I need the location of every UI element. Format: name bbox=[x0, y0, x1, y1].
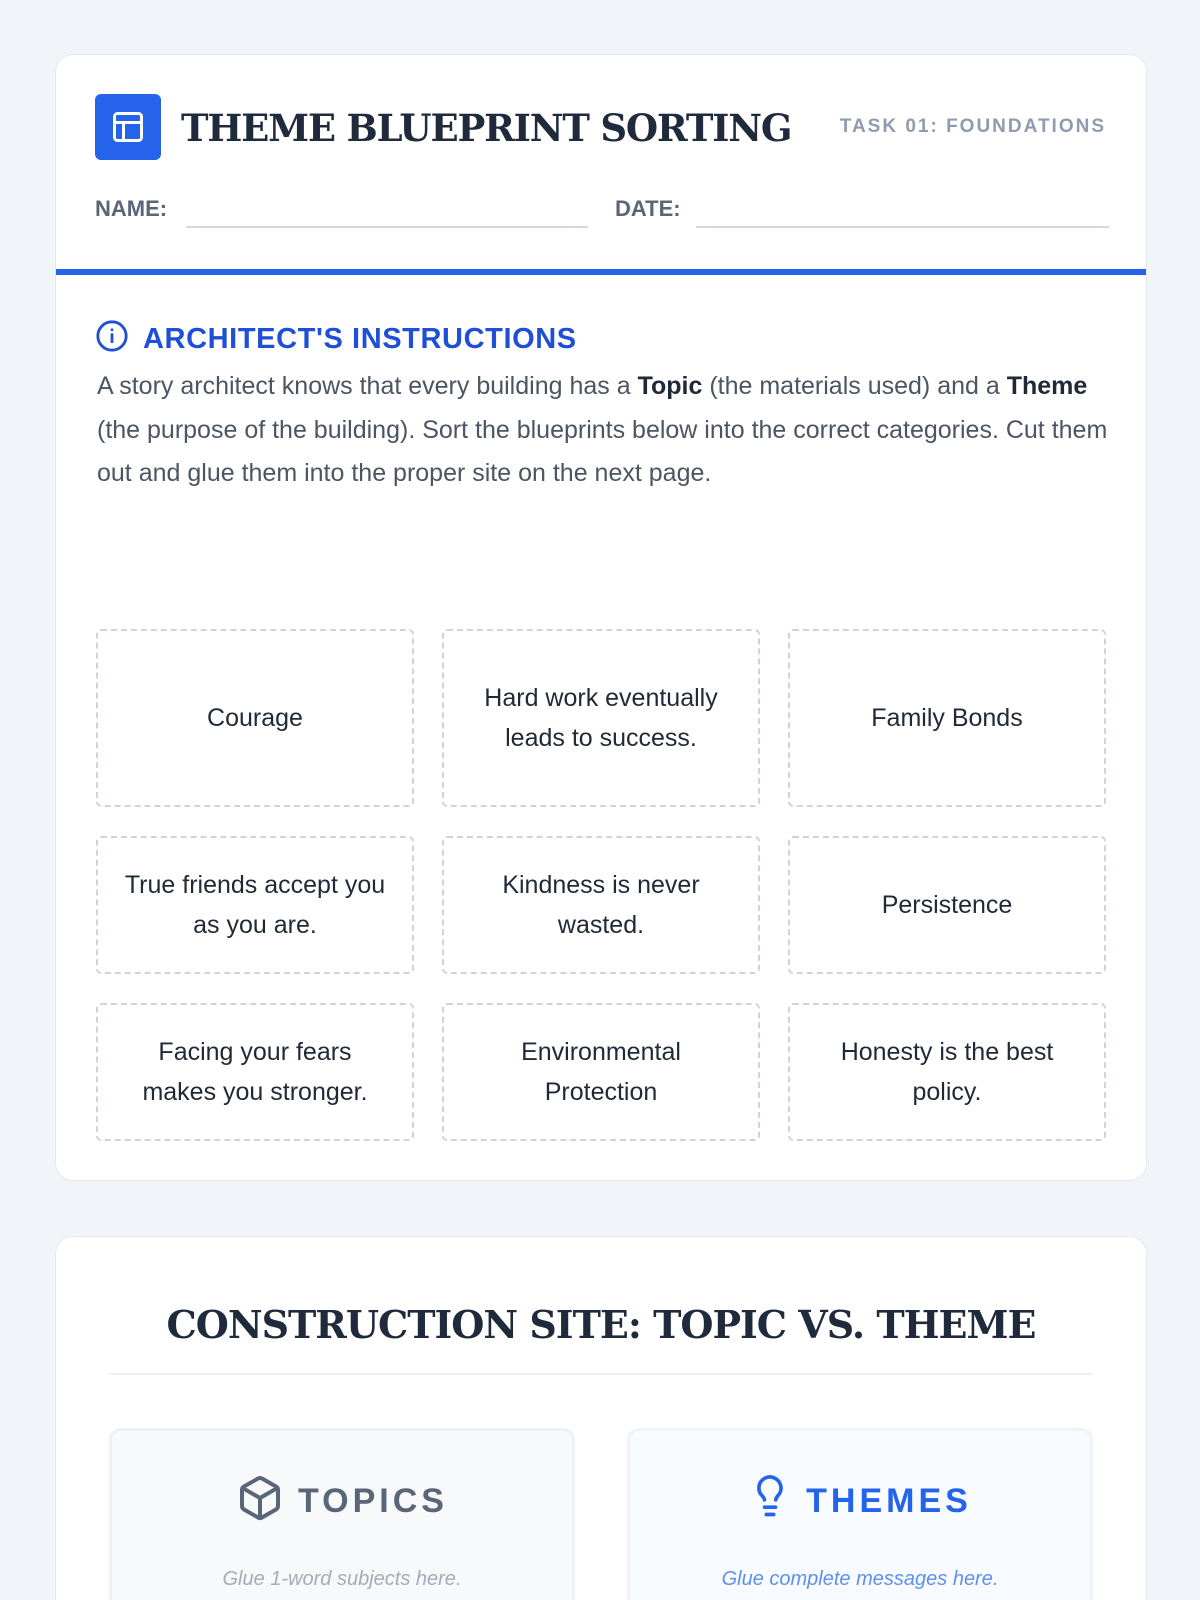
theme-term: Theme bbox=[1006, 372, 1088, 400]
instructions-text-part: (the materials used) and a bbox=[702, 372, 1007, 400]
cube-icon bbox=[236, 1474, 284, 1527]
task-label: TASK 01: FOUNDATIONS bbox=[839, 116, 1106, 137]
worksheet-card bbox=[55, 54, 1147, 1181]
info-icon bbox=[95, 319, 129, 358]
themes-label: THEMES bbox=[806, 1481, 972, 1520]
instructions-text-part: A story architect knows that every building has a bbox=[97, 372, 638, 400]
blueprint-card[interactable]: True friends accept you as you are. bbox=[96, 836, 414, 974]
topic-term: Topic bbox=[637, 372, 703, 400]
site-title: CONSTRUCTION SITE: TOPIC VS. THEME bbox=[166, 1302, 1036, 1347]
worksheet-header bbox=[56, 55, 1146, 275]
blueprint-card[interactable]: Environmental Protection bbox=[442, 1003, 760, 1141]
instructions-title: ARCHITECT'S INSTRUCTIONS bbox=[143, 322, 577, 355]
topics-label: TOPICS bbox=[298, 1481, 448, 1520]
blueprint-card[interactable]: Family Bonds bbox=[788, 629, 1106, 807]
themes-hint: Glue complete messages here. bbox=[721, 1568, 999, 1590]
instructions-text bbox=[97, 365, 1109, 496]
instructions-heading bbox=[95, 319, 577, 358]
blueprint-card[interactable]: Courage bbox=[96, 629, 414, 807]
construction-site-card bbox=[55, 1236, 1147, 1600]
divider bbox=[109, 1373, 1093, 1375]
instructions-text-part: (the purpose of the building). Sort the blueprints below into the correct categories. Cut them out and glue them into the proper site on the next page. bbox=[97, 415, 1108, 487]
layout-icon bbox=[95, 94, 161, 160]
blueprint-card[interactable]: Facing your fears makes you stronger. bbox=[96, 1003, 414, 1141]
page-title: THEME BLUEPRINT SORTING bbox=[181, 106, 792, 150]
blueprint-card[interactable]: Persistence bbox=[788, 836, 1106, 974]
lightbulb-icon bbox=[748, 1474, 792, 1527]
blueprint-card[interactable]: Honesty is the best policy. bbox=[788, 1003, 1106, 1141]
themes-heading bbox=[630, 1474, 1090, 1527]
themes-drop-zone[interactable] bbox=[627, 1428, 1093, 1600]
topics-drop-zone[interactable] bbox=[109, 1428, 575, 1600]
name-label: NAME: bbox=[95, 196, 168, 221]
date-label: DATE: bbox=[615, 196, 681, 221]
blueprint-card[interactable]: Hard work eventually leads to success. bbox=[442, 629, 760, 807]
date-field[interactable] bbox=[696, 226, 1109, 228]
topics-heading bbox=[112, 1474, 572, 1527]
name-field[interactable] bbox=[186, 226, 588, 228]
blueprint-card[interactable]: Kindness is never wasted. bbox=[442, 836, 760, 974]
topics-hint: Glue 1-word subjects here. bbox=[222, 1568, 462, 1590]
